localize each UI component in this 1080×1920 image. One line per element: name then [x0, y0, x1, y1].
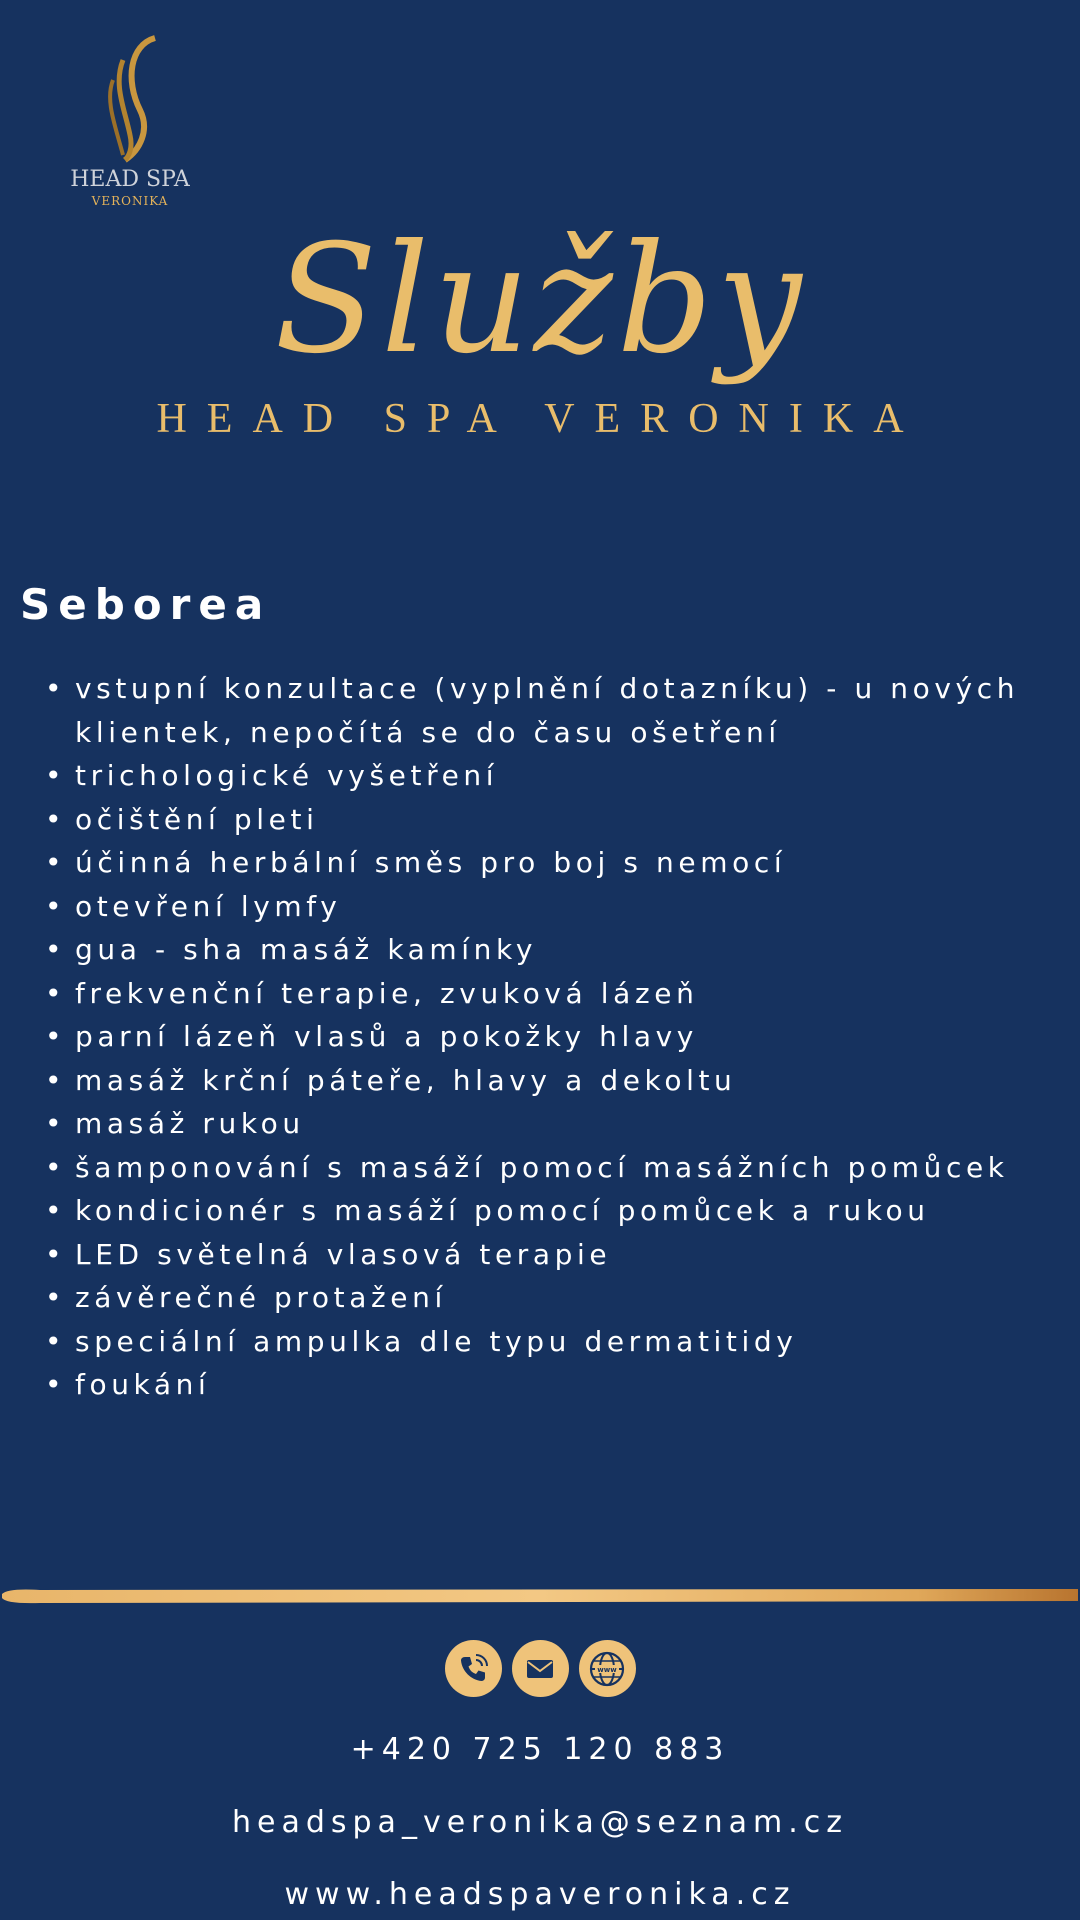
globe-icon[interactable]: [579, 1640, 636, 1697]
list-item: • frekvenční terapie, zvuková lázeň: [45, 972, 1075, 1016]
list-item: • trichologické vyšetření: [45, 754, 1075, 798]
list-item: • kondicionér s masáží pomocí pomůcek a rukou: [45, 1189, 1075, 1233]
contact-icons: [0, 1640, 1080, 1698]
svg-text:www: www: [597, 1665, 617, 1674]
service-list: [45, 667, 1075, 1407]
list-item: • očištění pleti: [45, 798, 1075, 842]
page-subtitle: HEAD SPA VERONIKA: [156, 396, 924, 442]
list-item: • parní lázeň vlasů a pokožky hlavy: [45, 1015, 1075, 1059]
list-item: • masáž krční páteře, hlavy a dekoltu: [45, 1059, 1075, 1103]
list-item: • gua - sha masáž kamínky: [45, 928, 1075, 972]
email-address[interactable]: headspa_veronika@seznam.cz: [231, 1805, 848, 1840]
gold-brush-divider: [0, 1585, 1080, 1607]
phone-icon[interactable]: [445, 1640, 502, 1697]
logo-title: HEAD SPA: [70, 167, 190, 192]
mail-icon[interactable]: [512, 1640, 569, 1697]
list-item: • speciální ampulka dle typu dermatitidy: [45, 1320, 1075, 1364]
list-item: • účinná herbální směs pro boj s nemocí: [45, 841, 1075, 885]
list-item: • závěrečné protažení: [45, 1276, 1075, 1320]
logo-subtitle: VERONIKA: [91, 194, 169, 208]
phone-number[interactable]: +420 725 120 883: [350, 1732, 730, 1767]
list-item: • foukání: [45, 1363, 1075, 1407]
list-item: • šamponování s masáží pomocí masážních pomůcek: [45, 1146, 1075, 1190]
list-item: • masáž rukou: [45, 1102, 1075, 1146]
list-item: • vstupní konzultace (vyplnění dotazníku) - u nových klientek, nepočítá se do času ošetření: [45, 667, 1075, 754]
logo: [55, 30, 205, 220]
hair-swirl-icon: [85, 30, 175, 165]
list-item: • otevření lymfy: [45, 885, 1075, 929]
page-title: Služby: [274, 213, 806, 387]
list-item: • LED světelná vlasová terapie: [45, 1233, 1075, 1277]
section-heading: Seborea: [20, 580, 272, 629]
website-link[interactable]: www.headspaveronika.cz: [284, 1877, 796, 1912]
